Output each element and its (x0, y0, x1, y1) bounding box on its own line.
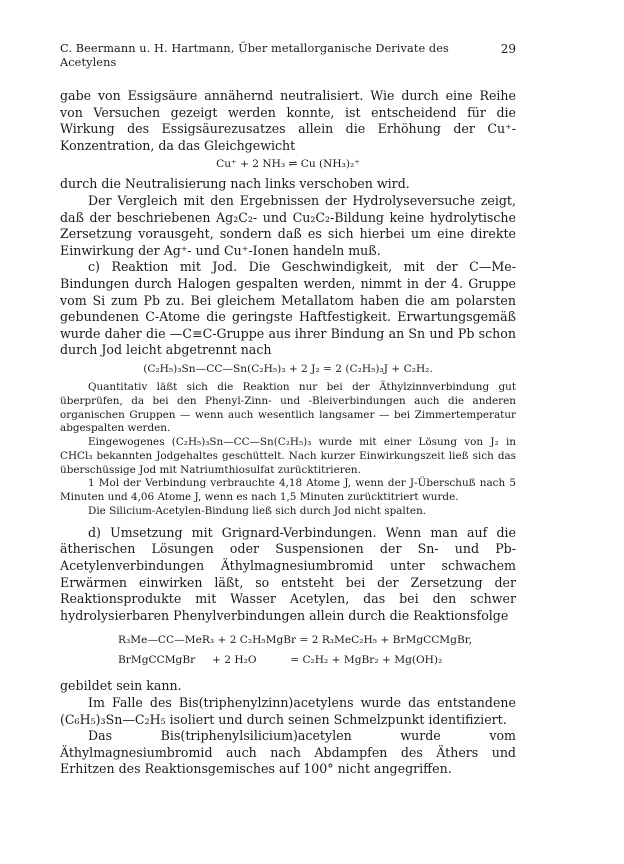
reaction-line-2: BrMgCCMgBr + 2 H₂O = C₂H₂ + MgBr₂ + Mg(OH)₂ (118, 654, 443, 667)
journal-page (60, 42, 516, 778)
paragraph-section-c: c) Reaktion mit Jod. Die Geschwindigkeit, mit der C—Me-Bindungen durch Halogen gespalten werden, nimmt in der 4. Gruppe vom Si zum Pb zu. Bei gleichem Metallatom haben die am polarsten gebundenen C-Atome die geringste Haftfestigkeit. Erwartungsgemäß wurde daher die —C≡C-Gruppe aus ihrer Bindung an Sn und Pb schon durch Jod leicht abgetrennt nach (60, 259, 516, 358)
paragraph-8: Das Bis(triphenylsilicium)acetylen wurde vom Äthylmagnesiumbromid auch nach Abdampfen des Äthers und Erhitzen des Reaktionsgemisches auf 100° nicht angegriffen. (60, 728, 516, 777)
equation-iodine: (C₂H₅)₃Sn—CC—Sn(C₂H₅)₃ + 2 J₂ = 2 (C₂H₅)₃J + C₂H₂. (143, 362, 433, 375)
paragraph-6: gebildet sein kann. (60, 678, 182, 694)
paragraph-2: durch die Neutralisierung nach links verschoben wird. (60, 176, 410, 192)
paragraph-section-d: d) Umsetzung mit Grignard-Verbindungen. Wenn man auf die ätherischen Lösungen oder Suspensionen der Sn- und Pb-Acetylenverbindungen Äthylmagnesiumbromid unter schwachem Erwärmen einwirken läßt, so entsteht bei der Zersetzung der Reaktionsprodukte mit Wasser Acetylen, das bei den schwer hydrolysierbaren Phenylverbindungen allein durch die Reaktionsfolge (60, 524, 516, 623)
running-head: C. Beermann u. H. Hartmann, Über metallorganische Derivate des Acetylens (60, 42, 449, 69)
note-2: Eingewogenes (C₂H₅)₃Sn—CC—Sn(C₂H₅)₃ wurde mit einer Lösung von J₂ in CHCl₃ bekannten Jodgehaltes geschüttelt. Nach kurzer Einwirkungszeit ließ sich das überschüssige Jod mit Natriumthiosulfat zurücktitrieren. (60, 436, 516, 476)
running-header (60, 42, 516, 70)
paragraph-3: Der Vergleich mit den Ergebnissen der Hydrolyseversuche zeigt, daß der beschriebenen Ag₂C₂- und Cu₂C₂-Bildung keine hydrolytische Zersetzung vorausgeht, sondern daß es sich hierbei um eine direkte Einwirkung der Ag⁺- und Cu⁺-Ionen handeln muß. (60, 192, 516, 258)
paragraph-1: gabe von Essigsäure annähernd neutralisiert. Wie durch eine Reihe von Versuchen gezeigt werden konnte, ist entscheidend für die Wirkung des Essigsäurezusatzes allein die Erhöhung der Cu⁺-Konzentration, da das Gleichgewicht (60, 88, 516, 153)
reaction-sequence (60, 630, 516, 670)
note-1: Quantitativ läßt sich die Reaktion nur bei der Äthylzinnverbindung gut überprüfen, da bei den Phenyl-Zinn- und -Bleiverbindungen auch die anderen organischen Gruppen — wenn auch wesentlich langsamer — bei Zimmertemperatur abgespalten werden. (60, 380, 516, 435)
paragraph-7: Im Falle des Bis(triphenylzinn)acetylens wurde das entstandene (C₆H₅)₃Sn—C₂H₅ isoliert und durch seinen Schmelzpunkt identifiziert. (60, 695, 516, 727)
note-3: 1 Mol der Verbindung verbrauchte 4,18 Atome J, wenn der J-Überschuß nach 5 Minuten und 4,06 Atome J, wenn es nach 1,5 Minuten zurücktitriert wurde. (60, 477, 516, 504)
experimental-note (60, 381, 516, 519)
note-4: Die Silicium-Acetylen-Bindung ließ sich durch Jod nicht spalten. (88, 505, 427, 518)
equation-equilibrium: Cu⁺ + 2 NH₃ ⇌ Cu (NH₃)₂⁺ (216, 158, 360, 171)
page-number: 29 (500, 42, 516, 56)
reaction-line-1: R₃Me—CC—MeR₃ + 2 C₂H₅MgBr = 2 R₃MeC₂H₅ + BrMgCCMgBr, (118, 634, 472, 647)
